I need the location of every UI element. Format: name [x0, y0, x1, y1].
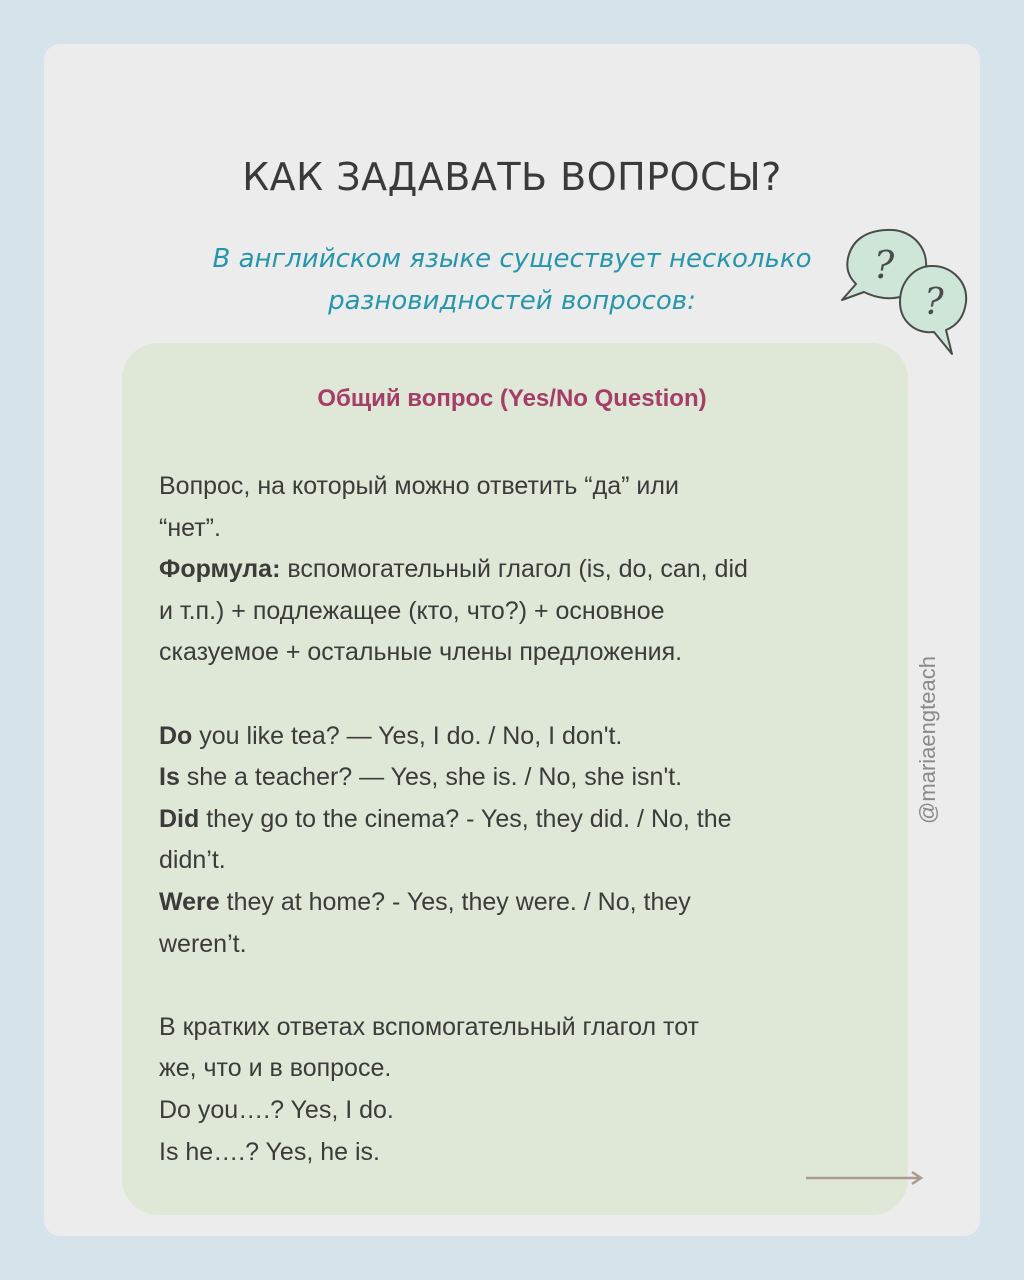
formula-line: сказуемое + остальные члены предложения.: [159, 638, 683, 667]
note-line: Do you….? Yes, I do.: [159, 1095, 394, 1124]
question-mark-2: ?: [924, 282, 944, 323]
example-continuation: weren’t.: [159, 929, 247, 958]
watermark-text: @mariaengteach: [915, 656, 940, 824]
box-body: [159, 466, 879, 1173]
definition-line: Вопрос, на который можно ответить “да” или: [159, 472, 679, 500]
formula-label: Формула:: [159, 555, 281, 584]
definition-line: “нет”.: [159, 513, 221, 542]
example-aux: Is: [159, 763, 180, 792]
example-text: they go to the cinema? - Yes, they did. / No, the: [199, 804, 732, 833]
formula-line: и т.п.) + подлежащее (кто, что?) + основное: [159, 596, 665, 625]
box-heading: Общий вопрос (Yes/No Question): [317, 385, 707, 412]
example-continuation: didn’t.: [159, 846, 226, 875]
note-line: В кратких ответах вспомогательный глагол тот: [159, 1012, 700, 1041]
example-line: [159, 757, 879, 799]
page-subtitle: [150, 238, 874, 322]
subtitle-line-1: В английском языке существует несколько: [212, 244, 812, 274]
formula-text: вспомогательный глагол (is, do, can, did: [280, 555, 748, 584]
example-text: they at home? - Yes, they were. / No, they: [219, 887, 691, 916]
note-line: Is he….? Yes, he is.: [159, 1137, 380, 1166]
example-text: you like tea? — Yes, I do. / No, I don't.: [192, 721, 623, 750]
example-text: she a teacher? — Yes, she is. / No, she isn't.: [179, 763, 683, 792]
example-line: [159, 799, 879, 841]
example-aux: Were: [159, 887, 220, 916]
question-mark-1: ?: [873, 243, 895, 287]
example-aux: Did: [159, 804, 200, 833]
example-line: [159, 882, 879, 924]
example-line: [159, 716, 879, 758]
page-title: КАК ЗАДАВАТЬ ВОПРОСЫ?: [242, 155, 782, 199]
subtitle-line-2: разновидностей вопросов:: [328, 286, 696, 316]
question-bubbles-icon: [840, 222, 972, 358]
formula-line: [159, 549, 879, 591]
example-aux: Do: [159, 721, 193, 750]
arrow-right-icon[interactable]: [804, 1168, 926, 1188]
note-line: же, что и в вопросе.: [159, 1054, 392, 1083]
